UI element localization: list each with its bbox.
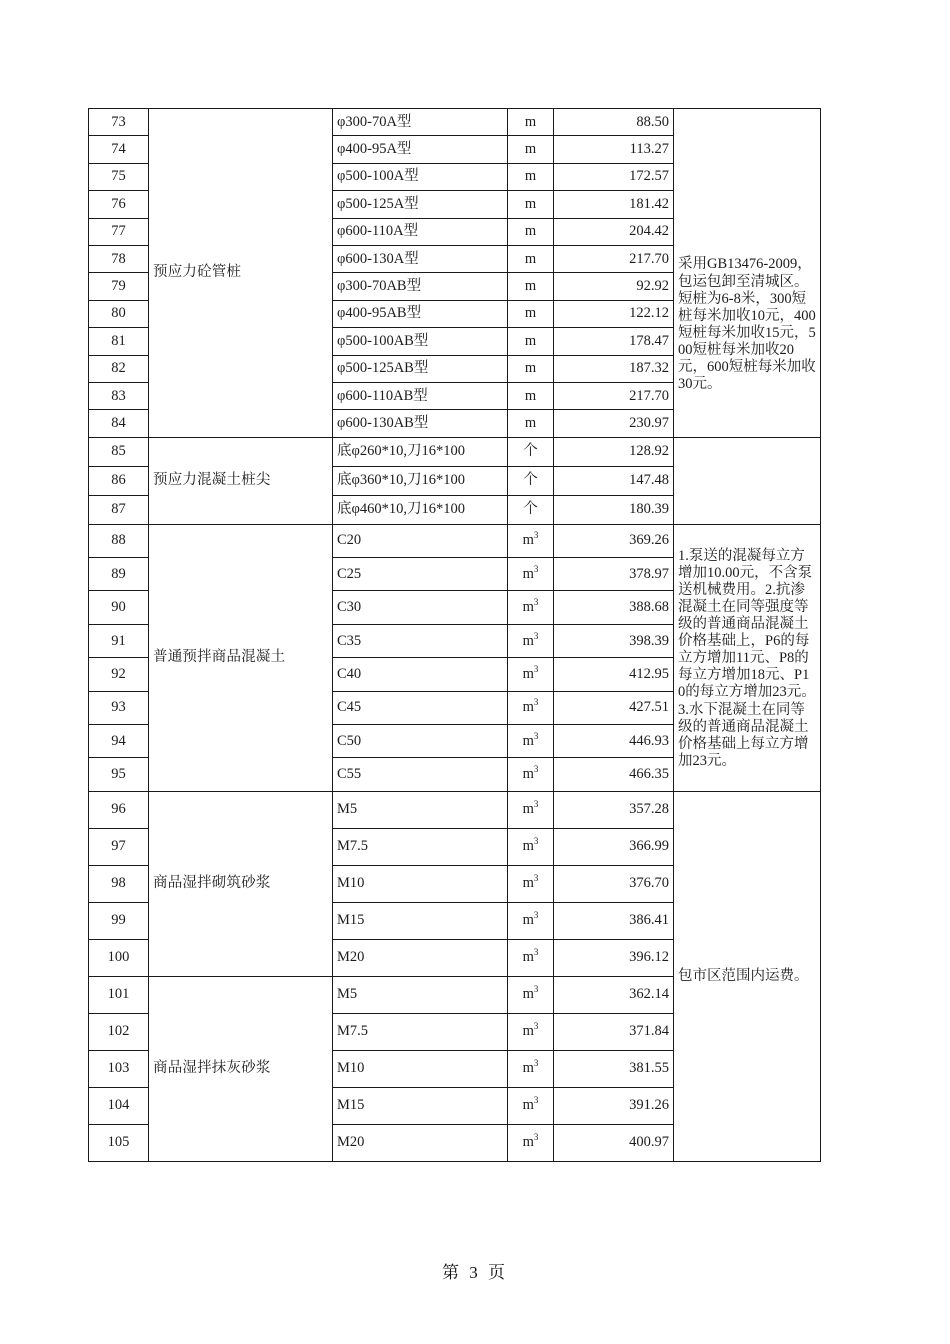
cell-serial-number: 96	[89, 791, 149, 828]
cell-unit	[508, 624, 554, 657]
cell-serial-number: 77	[89, 218, 149, 245]
unit-base: m	[522, 986, 534, 1003]
cell-serial-number: 102	[89, 1013, 149, 1050]
unit-base: m	[524, 250, 537, 267]
cell-unit-price: 204.42	[554, 218, 674, 245]
cell-material-name: 预应力混凝土桩尖	[149, 437, 333, 524]
unit-superscript: 3	[533, 730, 539, 741]
table-row	[89, 791, 821, 828]
cell-specification: φ500-100A型	[333, 163, 508, 190]
cell-specification: 底φ460*10,刀16*100	[333, 495, 508, 524]
cell-serial-number: 91	[89, 624, 149, 657]
unit-superscript: 3	[533, 910, 539, 921]
cell-unit	[508, 495, 554, 524]
unit-base: m	[522, 766, 534, 783]
cell-unit-price: 378.97	[554, 558, 674, 591]
unit-base: m	[522, 1097, 534, 1114]
unit-superscript: 3	[533, 764, 539, 775]
cell-unit-price: 122.12	[554, 300, 674, 327]
cell-serial-number: 101	[89, 976, 149, 1013]
unit-base: m	[522, 732, 534, 749]
price-list-table	[88, 108, 821, 1162]
unit-base: m	[524, 168, 537, 185]
cell-specification: 底φ260*10,刀16*100	[333, 437, 508, 466]
cell-serial-number: 79	[89, 273, 149, 300]
cell-unit	[508, 758, 554, 791]
cell-unit	[508, 691, 554, 724]
cell-unit-price: 362.14	[554, 976, 674, 1013]
unit-base: m	[522, 632, 534, 649]
cell-unit-price: 180.39	[554, 495, 674, 524]
cell-unit-price: 172.57	[554, 163, 674, 190]
cell-unit-price: 412.95	[554, 658, 674, 691]
unit-superscript: 3	[533, 530, 539, 541]
cell-specification: φ600-110A型	[333, 218, 508, 245]
cell-specification: φ500-125A型	[333, 191, 508, 218]
cell-serial-number: 76	[89, 191, 149, 218]
cell-specification: M20	[333, 1124, 508, 1161]
cell-unit	[508, 382, 554, 409]
cell-unit	[508, 725, 554, 758]
cell-specification: φ500-125AB型	[333, 355, 508, 382]
cell-unit	[508, 245, 554, 272]
cell-unit-price: 396.12	[554, 939, 674, 976]
cell-unit	[508, 558, 554, 591]
unit-base: m	[522, 1060, 534, 1077]
cell-unit-price: 371.84	[554, 1013, 674, 1050]
unit-superscript: 3	[533, 947, 539, 958]
cell-unit-price: 427.51	[554, 691, 674, 724]
cell-unit-price: 366.99	[554, 828, 674, 865]
cell-serial-number: 93	[89, 691, 149, 724]
cell-specification: φ300-70AB型	[333, 273, 508, 300]
cell-serial-number: 82	[89, 355, 149, 382]
unit-superscript: 3	[533, 873, 539, 884]
cell-unit-price: 466.35	[554, 758, 674, 791]
cell-serial-number: 99	[89, 902, 149, 939]
cell-unit-price: 187.32	[554, 355, 674, 382]
cell-serial-number: 75	[89, 163, 149, 190]
cell-unit	[508, 865, 554, 902]
cell-serial-number: 97	[89, 828, 149, 865]
cell-unit-price: 128.92	[554, 437, 674, 466]
unit-superscript: 3	[533, 836, 539, 847]
cell-unit	[508, 218, 554, 245]
cell-unit	[508, 410, 554, 437]
unit-superscript: 3	[533, 597, 539, 608]
cell-unit-price: 369.26	[554, 524, 674, 557]
cell-unit	[508, 902, 554, 939]
cell-serial-number: 87	[89, 495, 149, 524]
cell-unit	[508, 1087, 554, 1124]
unit-base: m	[522, 1023, 534, 1040]
cell-unit	[508, 328, 554, 355]
cell-specification: M15	[333, 1087, 508, 1124]
unit-base: m	[522, 565, 534, 582]
unit-base: m	[524, 305, 537, 322]
cell-unit	[508, 1050, 554, 1087]
cell-serial-number: 78	[89, 245, 149, 272]
unit-base: 个	[523, 501, 538, 518]
cell-specification: C55	[333, 758, 508, 791]
cell-material-name: 普通预拌商品混凝土	[149, 524, 333, 791]
cell-specification: C35	[333, 624, 508, 657]
unit-base: m	[524, 360, 537, 377]
unit-base: m	[524, 141, 537, 158]
cell-serial-number: 90	[89, 591, 149, 624]
table-row	[89, 109, 821, 136]
cell-specification: φ300-70A型	[333, 109, 508, 136]
cell-material-name: 预应力砼管桩	[149, 109, 333, 438]
unit-superscript: 3	[533, 697, 539, 708]
cell-unit-price: 398.39	[554, 624, 674, 657]
cell-unit	[508, 191, 554, 218]
cell-unit-price: 446.93	[554, 725, 674, 758]
unit-base: m	[524, 195, 537, 212]
unit-base: m	[522, 1134, 534, 1151]
cell-unit-price: 381.55	[554, 1050, 674, 1087]
table-body	[89, 109, 821, 1162]
cell-serial-number: 85	[89, 437, 149, 466]
unit-base: m	[522, 532, 534, 549]
cell-specification: C25	[333, 558, 508, 591]
cell-serial-number: 94	[89, 725, 149, 758]
cell-unit-price: 391.26	[554, 1087, 674, 1124]
cell-unit	[508, 109, 554, 136]
cell-unit-price: 400.97	[554, 1124, 674, 1161]
cell-specification: M7.5	[333, 1013, 508, 1050]
cell-unit	[508, 658, 554, 691]
cell-specification: C45	[333, 691, 508, 724]
cell-specification: φ600-130AB型	[333, 410, 508, 437]
unit-superscript: 3	[533, 1132, 539, 1143]
unit-superscript: 3	[533, 1095, 539, 1106]
cell-specification: 底φ360*10,刀16*100	[333, 466, 508, 495]
cell-unit	[508, 976, 554, 1013]
cell-serial-number: 74	[89, 136, 149, 163]
cell-serial-number: 81	[89, 328, 149, 355]
unit-base: 个	[523, 443, 538, 460]
unit-base: m	[524, 332, 537, 349]
cell-unit-price: 388.68	[554, 591, 674, 624]
unit-superscript: 3	[533, 984, 539, 995]
cell-unit-price: 178.47	[554, 328, 674, 355]
unit-base: 个	[523, 472, 538, 489]
unit-superscript: 3	[533, 664, 539, 675]
cell-specification: φ600-130A型	[333, 245, 508, 272]
cell-serial-number: 84	[89, 410, 149, 437]
cell-remark: 包市区范围内运费。	[674, 791, 821, 1161]
table-row	[89, 437, 821, 466]
unit-base: m	[522, 838, 534, 855]
cell-serial-number: 80	[89, 300, 149, 327]
cell-remark: 1.泵送的混凝每立方增加10.00元，不含泵送机械费用。2.抗渗混凝土在同等强度等级的普通商品混凝土价格基础上，P6的每立方增加11元、P8的每立方增加18元、P10的每立方增加23元。3.水下混凝土在同等级的普通商品混凝土价格基础上每立方增加23元。	[674, 524, 821, 791]
cell-serial-number: 105	[89, 1124, 149, 1161]
cell-specification: M10	[333, 1050, 508, 1087]
cell-serial-number: 86	[89, 466, 149, 495]
unit-superscript: 3	[533, 1058, 539, 1069]
unit-base: m	[522, 699, 534, 716]
cell-specification: C30	[333, 591, 508, 624]
cell-specification: M20	[333, 939, 508, 976]
cell-remark	[674, 437, 821, 524]
cell-unit-price: 386.41	[554, 902, 674, 939]
cell-unit-price: 88.50	[554, 109, 674, 136]
cell-unit-price: 181.42	[554, 191, 674, 218]
cell-serial-number: 100	[89, 939, 149, 976]
cell-specification: C40	[333, 658, 508, 691]
cell-specification: φ400-95A型	[333, 136, 508, 163]
cell-serial-number: 83	[89, 382, 149, 409]
cell-unit-price: 376.70	[554, 865, 674, 902]
cell-material-name: 商品湿拌抹灰砂浆	[149, 976, 333, 1161]
cell-unit	[508, 1013, 554, 1050]
cell-serial-number: 104	[89, 1087, 149, 1124]
cell-serial-number: 73	[89, 109, 149, 136]
cell-unit	[508, 939, 554, 976]
cell-specification: M5	[333, 791, 508, 828]
unit-base: m	[522, 801, 534, 818]
unit-base: m	[524, 277, 537, 294]
unit-superscript: 3	[533, 1021, 539, 1032]
cell-unit-price: 217.70	[554, 245, 674, 272]
cell-specification: φ500-100AB型	[333, 328, 508, 355]
cell-serial-number: 98	[89, 865, 149, 902]
unit-base: m	[522, 949, 534, 966]
cell-unit	[508, 1124, 554, 1161]
cell-unit	[508, 524, 554, 557]
cell-specification: φ600-110AB型	[333, 382, 508, 409]
unit-base: m	[522, 875, 534, 892]
cell-unit	[508, 591, 554, 624]
cell-specification: M10	[333, 865, 508, 902]
unit-base: m	[524, 223, 537, 240]
cell-serial-number: 89	[89, 558, 149, 591]
unit-superscript: 3	[533, 563, 539, 574]
cell-unit	[508, 828, 554, 865]
cell-material-name: 商品湿拌砌筑砂浆	[149, 791, 333, 976]
cell-unit	[508, 791, 554, 828]
cell-specification: C20	[333, 524, 508, 557]
unit-superscript: 3	[533, 799, 539, 810]
cell-specification: C50	[333, 725, 508, 758]
cell-unit-price: 147.48	[554, 466, 674, 495]
cell-serial-number: 103	[89, 1050, 149, 1087]
cell-unit	[508, 300, 554, 327]
cell-specification: M15	[333, 902, 508, 939]
table-row	[89, 524, 821, 557]
cell-specification: M7.5	[333, 828, 508, 865]
page-footer: 第 3 页	[442, 1263, 508, 1282]
unit-base: m	[522, 912, 534, 929]
cell-unit	[508, 136, 554, 163]
unit-superscript: 3	[533, 630, 539, 641]
cell-unit-price: 113.27	[554, 136, 674, 163]
cell-serial-number: 92	[89, 658, 149, 691]
cell-serial-number: 95	[89, 758, 149, 791]
cell-unit	[508, 466, 554, 495]
cell-serial-number: 88	[89, 524, 149, 557]
cell-unit-price: 357.28	[554, 791, 674, 828]
unit-base: m	[522, 599, 534, 616]
cell-unit	[508, 355, 554, 382]
cell-unit-price: 92.92	[554, 273, 674, 300]
unit-base: m	[524, 414, 537, 431]
cell-specification: φ400-95AB型	[333, 300, 508, 327]
cell-remark: 采用GB13476-2009，包运包卸至清城区。短桩为6-8米，300短桩每米加收10元，400短桩每米加收15元，500短桩每米加收20元，600短桩每米加收30元。	[674, 109, 821, 438]
cell-unit-price: 230.97	[554, 410, 674, 437]
unit-base: m	[522, 665, 534, 682]
unit-base: m	[524, 113, 537, 130]
unit-base: m	[524, 387, 537, 404]
cell-unit	[508, 273, 554, 300]
cell-unit	[508, 437, 554, 466]
cell-unit-price: 217.70	[554, 382, 674, 409]
cell-specification: M5	[333, 976, 508, 1013]
cell-unit	[508, 163, 554, 190]
